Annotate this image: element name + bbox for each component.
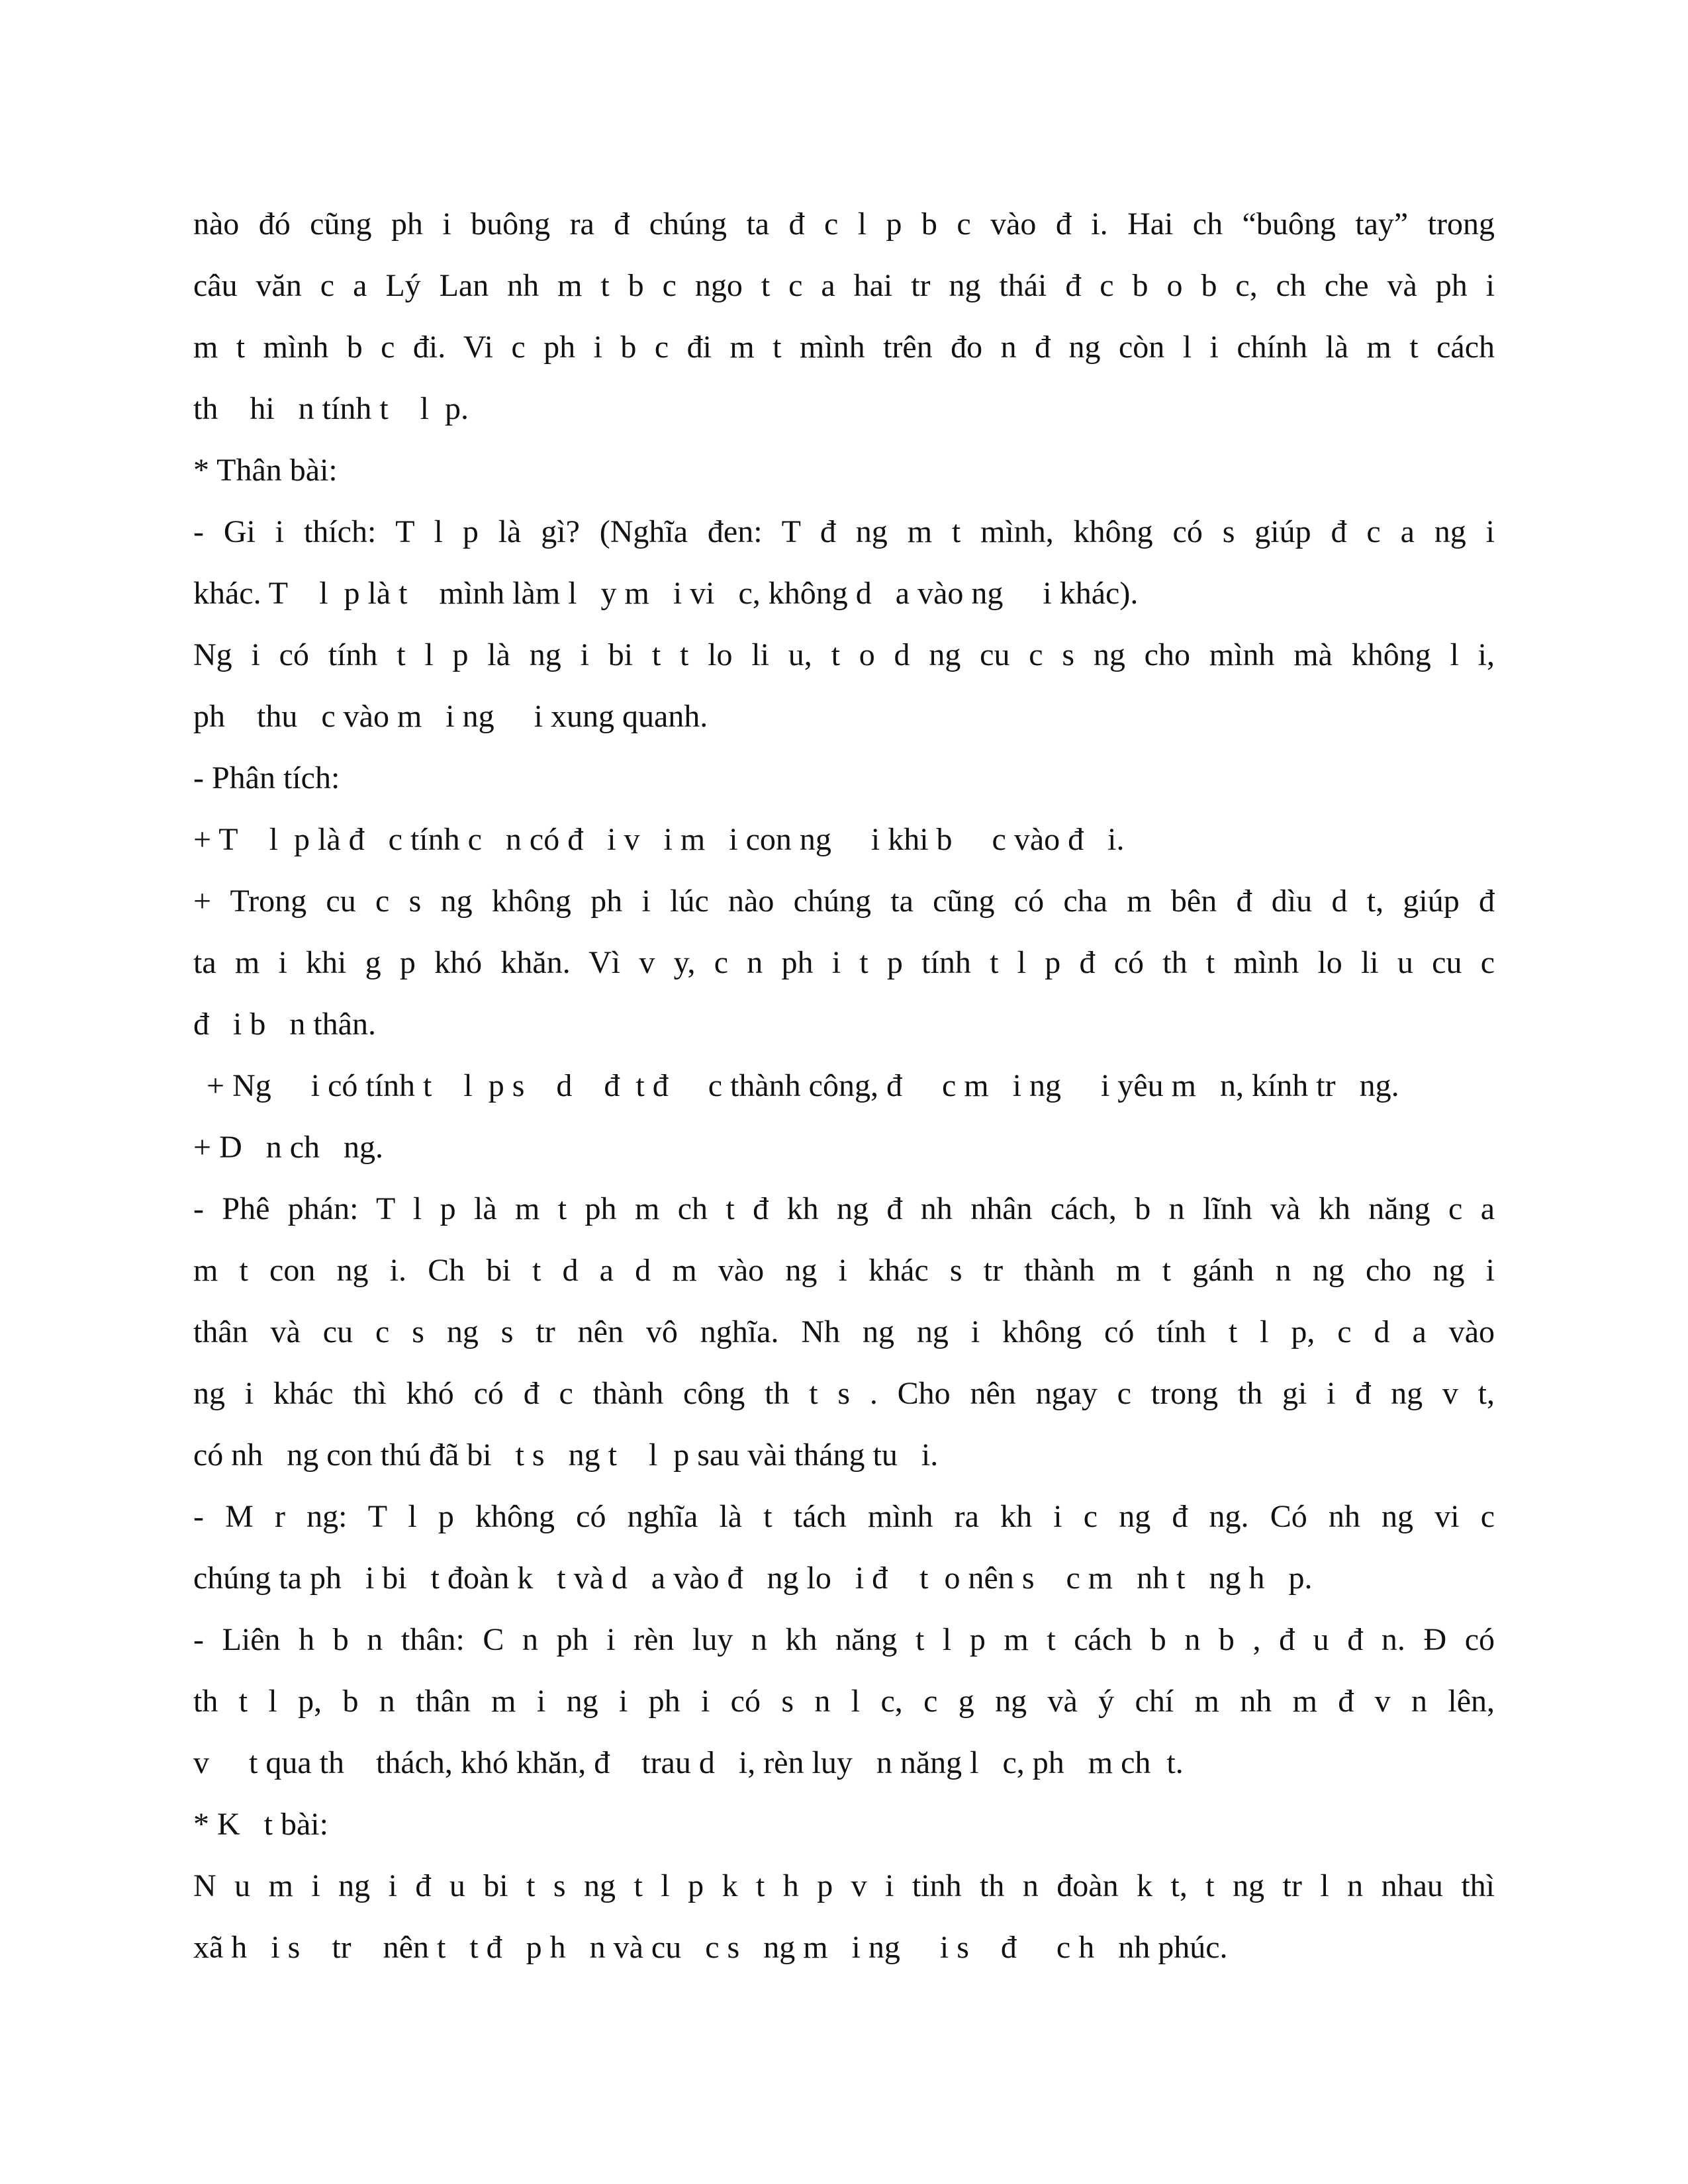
text-line: * Thân bài: xyxy=(193,453,338,488)
text-line: m t con ng i. Ch bi t d a d m vào ng i khác s tr thành m t gánh n ng cho ng i xyxy=(193,1253,1495,1288)
text-line: ph thu c vào m i ng i xung quanh. xyxy=(193,699,708,734)
text-line: có nh ng con thú đã bi t s ng t l p sau vài tháng tu i. xyxy=(193,1437,939,1473)
text-line: th t l p, b n thân m i ng i ph i có s n l c, c g ng và ý chí m nh m đ v n lên, xyxy=(193,1684,1495,1719)
text-line: Ng i có tính t l p là ng i bi t t lo li u, t o d ng cu c s ng cho mình mà không l i, xyxy=(193,637,1495,672)
text-line: chúng ta ph i bi t đoàn k t và d a vào đ ng lo i đ t o nên s c m nh t ng h p. xyxy=(193,1561,1313,1596)
text-line: đ i b n thân. xyxy=(193,1007,376,1042)
text-line: + Trong cu c s ng không ph i lúc nào chúng ta cũng có cha m bên đ dìu d t, giúp đ xyxy=(193,884,1495,919)
text-line: - M r ng: T l p không có nghĩa là t tách mình ra kh i c ng đ ng. Có nh ng vi c xyxy=(193,1499,1495,1534)
text-line: - Phân tích: xyxy=(193,760,340,796)
text-line: câu văn c a Lý Lan nh m t b c ngo t c a hai tr ng thái đ c b o b c, ch che và ph i xyxy=(193,268,1495,303)
text-line: ng i khác thì khó có đ c thành công th t s . Cho nên ngay c trong th gi i đ ng v t, xyxy=(193,1376,1495,1411)
text-line: xã h i s tr nên t t đ p h n và cu c s ng m i ng i s đ c h nh phúc. xyxy=(193,1930,1228,1965)
text-line: * K t bài: xyxy=(193,1807,328,1842)
text-line: thân và cu c s ng s tr nên vô nghĩa. Nh ng ng i không có tính t l p, c d a vào xyxy=(193,1314,1495,1349)
text-line: ta m i khi g p khó khăn. Vì v y, c n ph i t p tính t l p đ có th t mình lo li u cu c xyxy=(193,945,1495,980)
text-line: + Ng i có tính t l p s d đ t đ c thành công, đ c m i ng i yêu m n, kính tr ng. xyxy=(207,1068,1399,1103)
text-line: v t qua th thách, khó khăn, đ trau d i, rèn luy n năng l c, ph m ch t. xyxy=(193,1745,1184,1780)
text-line: th hi n tính t l p. xyxy=(193,391,469,426)
text-line: - Liên h b n thân: C n ph i rèn luy n kh năng t l p m t cách b n b , đ u đ n. Đ có xyxy=(193,1622,1495,1657)
text-line: nào đó cũng ph i buông ra đ chúng ta đ c l p b c vào đ i. Hai ch “buông tay” trong xyxy=(193,206,1495,242)
text-line: N u m i ng i đ u bi t s ng t l p k t h p v i tinh th n đoàn k t, t ng tr l n nhau thì xyxy=(193,1868,1495,1903)
text-line: + T l p là đ c tính c n có đ i v i m i con ng i khi b c vào đ i. xyxy=(193,822,1125,857)
text-line: m t mình b c đi. Vi c ph i b c đi m t mình trên đo n đ ng còn l i chính là m t cách xyxy=(193,330,1495,365)
text-line: - Gi i thích: T l p là gì? (Nghĩa đen: T đ ng m t mình, không có s giúp đ c a ng i xyxy=(193,514,1495,549)
text-line: - Phê phán: T l p là m t ph m ch t đ kh ng đ nh nhân cách, b n lĩnh và kh năng c a xyxy=(193,1191,1495,1226)
text-line: + D n ch ng. xyxy=(193,1130,384,1165)
document-body xyxy=(193,193,1495,1978)
text-line: khác. T l p là t mình làm l y m i vi c, không d a vào ng i khác). xyxy=(193,576,1139,611)
